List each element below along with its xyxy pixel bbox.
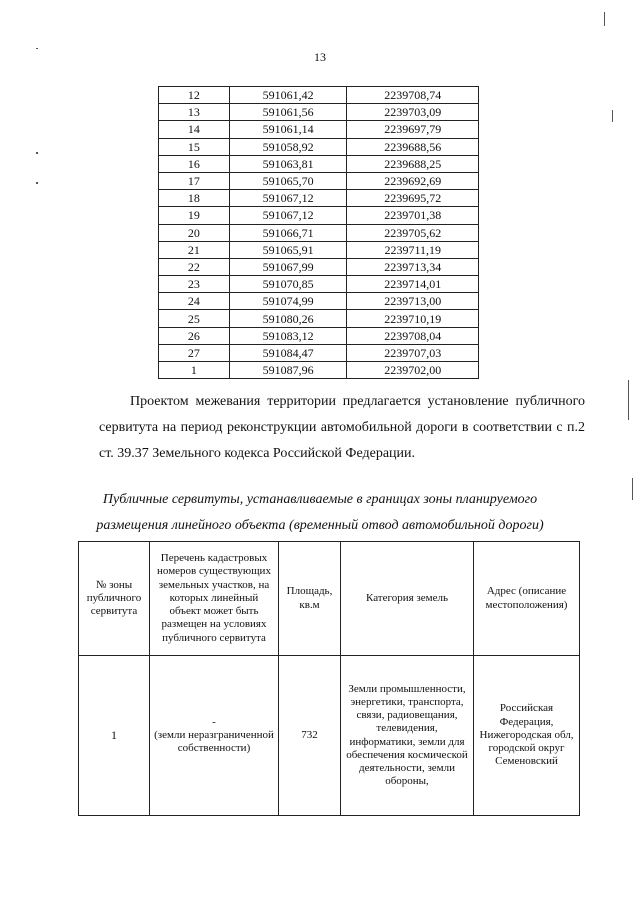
cell-area: 732: [279, 656, 341, 816]
servitude-header-row: [79, 542, 580, 656]
page-number: 13: [314, 50, 326, 64]
coordinate-row: [159, 241, 479, 258]
coord-x: 591061,56: [229, 104, 347, 121]
coord-y: 2239697,79: [347, 121, 479, 138]
coordinate-row: [159, 327, 479, 344]
point-number: 1: [159, 362, 230, 379]
coordinate-row: [159, 362, 479, 379]
coord-x: 591061,14: [229, 121, 347, 138]
servitude-caption-line-1: Публичные сервитуты, устанавливаемые в границах зоны планируемого: [102, 492, 538, 507]
coord-y: 2239688,56: [347, 138, 479, 155]
servitude-data-row: [79, 656, 580, 816]
coord-y: 2239713,34: [347, 258, 479, 275]
point-number: 14: [159, 121, 230, 138]
coord-y: 2239688,25: [347, 155, 479, 172]
point-number: 26: [159, 327, 230, 344]
coord-x: 591067,99: [229, 258, 347, 275]
coordinate-row: [159, 104, 479, 121]
coord-x: 591087,96: [229, 362, 347, 379]
coordinate-row: [159, 276, 479, 293]
cell-parcels-note: (земли неразграниченной собственности): [154, 728, 274, 755]
coordinate-row: [159, 293, 479, 310]
coord-y: 2239707,03: [347, 344, 479, 361]
point-number: 12: [159, 87, 230, 104]
cell-parcels-dash: -: [212, 715, 216, 728]
coord-x: 591065,70: [229, 172, 347, 189]
coord-x: 591070,85: [229, 276, 347, 293]
point-number: 17: [159, 172, 230, 189]
coordinate-row: [159, 224, 479, 241]
coord-y: 2239705,62: [347, 224, 479, 241]
coord-y: 2239713,00: [347, 293, 479, 310]
coord-y: 2239711,19: [347, 241, 479, 258]
coordinate-row: [159, 310, 479, 327]
cell-zone: 1: [79, 656, 150, 816]
coord-y: 2239701,38: [347, 207, 479, 224]
header-zone: № зоны публичного сервитута: [79, 542, 150, 656]
scan-mark: [612, 110, 613, 122]
coord-x: 591063,81: [229, 155, 347, 172]
point-number: 19: [159, 207, 230, 224]
coord-x: 591067,12: [229, 190, 347, 207]
header-parcels: Перечень кадастровых номеров существующих земельных участков, на которых линейный объект может быть размещен на условиях публичного сервитута: [150, 542, 279, 656]
coord-x: 591058,92: [229, 138, 347, 155]
scan-mark: [36, 48, 38, 49]
point-number: 18: [159, 190, 230, 207]
point-number: 13: [159, 104, 230, 121]
coord-x: 591061,42: [229, 87, 347, 104]
coord-y: 2239702,00: [347, 362, 479, 379]
header-address: Адрес (описание местоположения): [474, 542, 580, 656]
scan-mark: [628, 380, 629, 420]
coordinate-row: [159, 258, 479, 275]
cell-parcels: [150, 656, 279, 816]
coordinates-table: [158, 86, 479, 379]
point-number: 21: [159, 241, 230, 258]
coordinate-row: [159, 172, 479, 189]
coordinate-row: [159, 344, 479, 361]
coordinate-row: [159, 138, 479, 155]
coord-x: 591080,26: [229, 310, 347, 327]
cell-address: Российская Федерация, Нижегородская обл, городской округ Семеновский: [474, 656, 580, 816]
point-number: 23: [159, 276, 230, 293]
scan-mark: [632, 478, 633, 500]
point-number: 22: [159, 258, 230, 275]
coord-y: 2239714,01: [347, 276, 479, 293]
coordinate-row: [159, 207, 479, 224]
coord-y: 2239703,09: [347, 104, 479, 121]
coord-y: 2239692,69: [347, 172, 479, 189]
coord-x: 591067,12: [229, 207, 347, 224]
scan-mark: [36, 182, 38, 184]
body-paragraph: [99, 389, 585, 467]
scan-mark: [36, 152, 38, 154]
point-number: 27: [159, 344, 230, 361]
servitude-caption: [0, 487, 640, 539]
point-number: 15: [159, 138, 230, 155]
point-number: 24: [159, 293, 230, 310]
servitude-caption-line-2: размещения линейного объекта (временный отвод автомобильной дороги): [96, 518, 544, 533]
coord-y: 2239708,04: [347, 327, 479, 344]
cell-category: Земли промышленности, энергетики, транспорта, связи, радиовещания, телевидения, информатики, земли для обеспечения космической деятельности, земли обороны,: [341, 656, 474, 816]
coord-x: 591065,91: [229, 241, 347, 258]
coordinate-row: [159, 190, 479, 207]
header-category: Категория земель: [341, 542, 474, 656]
coordinate-row: [159, 121, 479, 138]
coord-y: 2239695,72: [347, 190, 479, 207]
servitude-table: [78, 541, 580, 816]
coordinate-row: [159, 155, 479, 172]
coordinate-row: [159, 87, 479, 104]
scan-mark: [604, 12, 605, 26]
point-number: 16: [159, 155, 230, 172]
coord-x: 591084,47: [229, 344, 347, 361]
coord-y: 2239708,74: [347, 87, 479, 104]
coord-y: 2239710,19: [347, 310, 479, 327]
coord-x: 591083,12: [229, 327, 347, 344]
coord-x: 591066,71: [229, 224, 347, 241]
body-paragraph-text: Проектом межевания территории предлагается установление публичного сервитута на период реконструкции автомобильной дороги в соответствии с п.2 ст. 39.37 Земельного кодекса Российской Федерации.: [99, 394, 585, 461]
header-area: Площадь, кв.м: [279, 542, 341, 656]
coord-x: 591074,99: [229, 293, 347, 310]
point-number: 20: [159, 224, 230, 241]
point-number: 25: [159, 310, 230, 327]
